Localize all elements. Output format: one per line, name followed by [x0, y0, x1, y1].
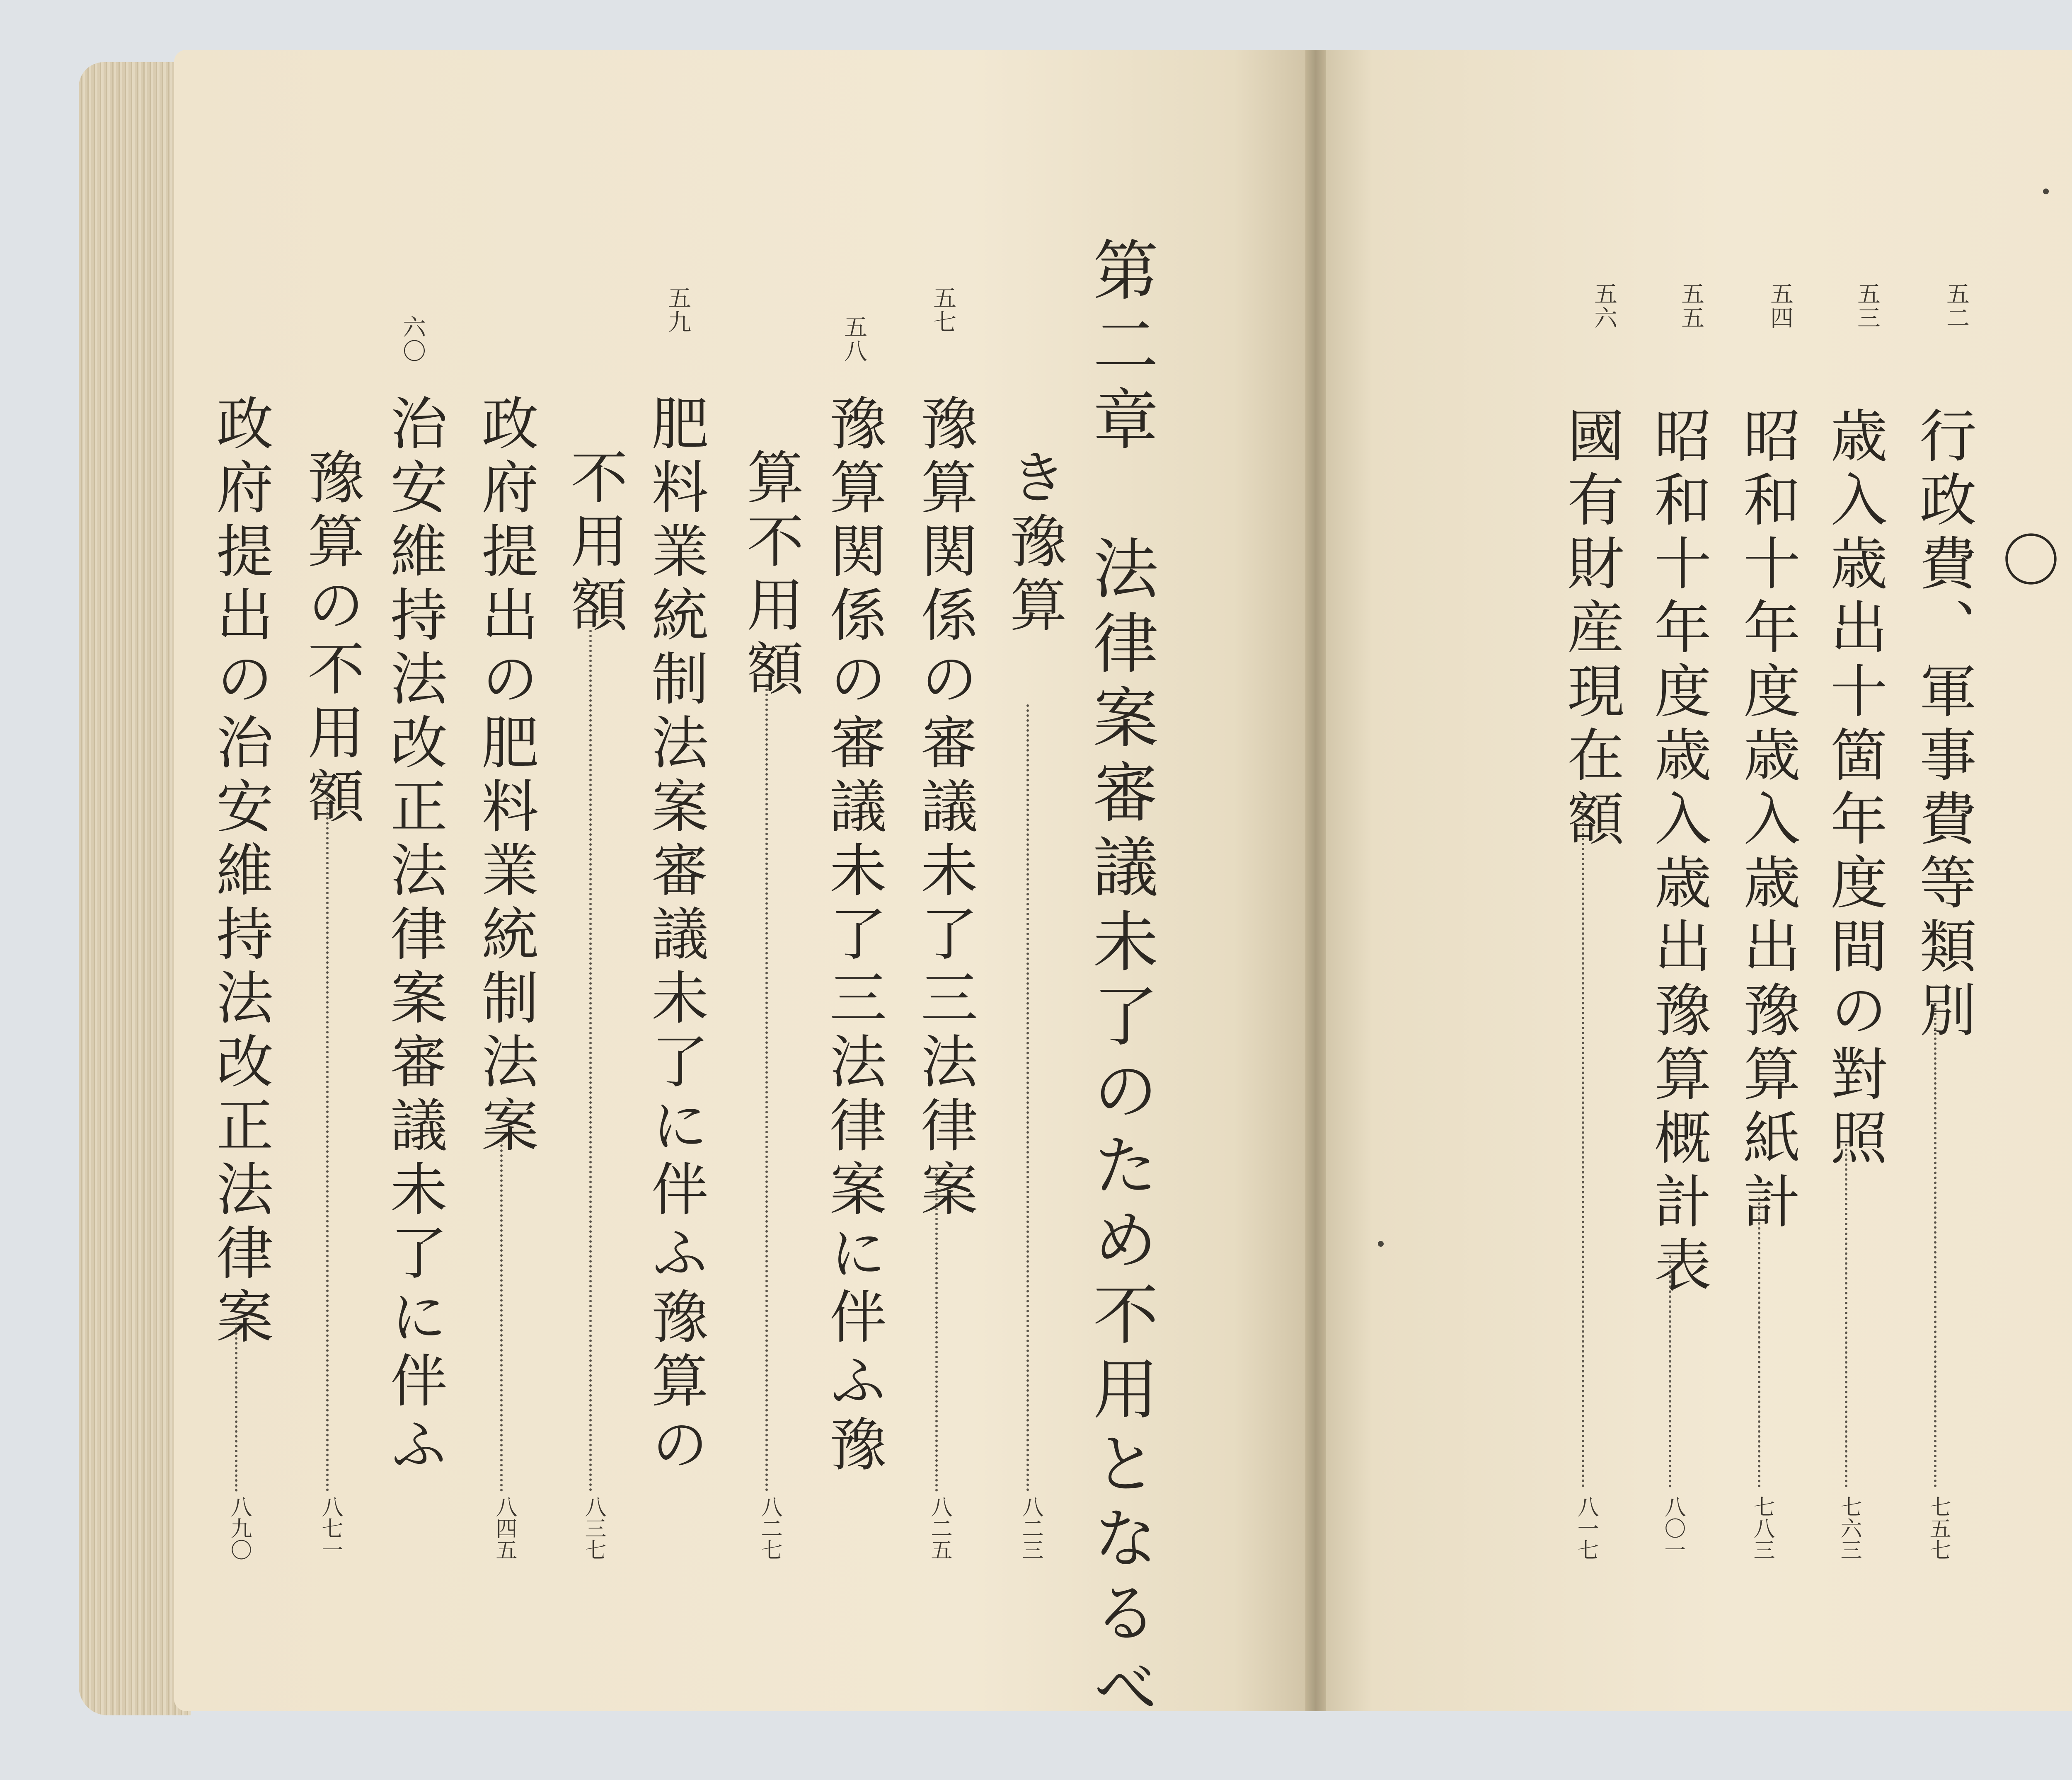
chapter-heading: 第二章 法律案審議未了のため不用となるべ — [1082, 236, 1158, 1728]
ink-speck — [1378, 1241, 1384, 1247]
leader-dots — [935, 1168, 938, 1492]
leader-dots — [1758, 1197, 1760, 1487]
leader-dots — [589, 630, 592, 1492]
toc-entry-number: 五六 — [1590, 282, 1617, 330]
toc-entry-title: 治安維持法改正法律案審議未了に伴ふ — [381, 394, 448, 1478]
toc-page-number: 八二三 — [1018, 1496, 1043, 1560]
leader-dots — [1845, 1144, 1847, 1487]
toc-entry-title: 豫算関係の審議未了三法律案 — [911, 394, 978, 1223]
separator-circle: 〇 — [1993, 530, 2060, 594]
toc-entry-title: 行政費、軍事費等類別 — [1910, 406, 1977, 1044]
leader-dots — [326, 787, 329, 1492]
toc-page-number: 八一七 — [1573, 1496, 1598, 1560]
leader-dots — [235, 1318, 237, 1492]
toc-page-number: 八九〇 — [227, 1496, 252, 1560]
toc-entry-number: 五八 — [840, 315, 867, 363]
toc-entry-title-cont: 豫算の不用額 — [298, 447, 365, 830]
toc-page-number: 八三七 — [581, 1496, 606, 1560]
toc-entry-title: 昭和十年度歳入歳出豫算紙計 — [1734, 406, 1801, 1236]
toc-page-number: 八二七 — [757, 1496, 782, 1560]
toc-entry-number: 五九 — [664, 286, 691, 334]
toc-entry-number: 五五 — [1677, 282, 1704, 330]
toc-entry-number: 五二 — [1943, 282, 1970, 330]
toc-entry-title: 豫算関係の審議未了三法律案に伴ふ豫 — [820, 394, 887, 1478]
book-gutter — [1305, 50, 1326, 1711]
toc-entry-title: 政府提出の治安維持法改正法律案 — [207, 394, 274, 1351]
toc-entry-number: 五七 — [929, 286, 956, 334]
leader-dots — [1026, 704, 1029, 1492]
toc-entry-number: 六〇 — [399, 315, 426, 363]
toc-entry-title-cont: 不用額 — [561, 447, 628, 639]
toc-entry-title: 政府提出の肥料業統制法案 — [472, 394, 539, 1159]
toc-entry-title: 歳入歳出十箇年度間の對照 — [1821, 406, 1888, 1172]
toc-entry-title-cont: 算不用額 — [737, 447, 804, 703]
chapter-heading-cont: き豫算 — [1000, 447, 1067, 639]
toc-page-number: 七八三 — [1750, 1496, 1774, 1560]
leader-dots — [1934, 1003, 1936, 1487]
leader-dots — [500, 1139, 503, 1492]
leader-dots — [1669, 1255, 1671, 1487]
toc-page-number: 八〇一 — [1661, 1496, 1685, 1560]
toc-entry-number: 五四 — [1767, 282, 1794, 330]
toc-page-number: 七五七 — [1926, 1496, 1951, 1560]
toc-entry-title: 昭和十年度歳入歳出豫算概計表 — [1645, 406, 1711, 1299]
leader-dots — [765, 684, 768, 1492]
toc-entry-title: 國有財産現在額 — [1558, 406, 1624, 853]
toc-page-number: 八七一 — [318, 1496, 343, 1560]
toc-page-number: 七六三 — [1837, 1496, 1861, 1560]
toc-entry-number: 五三 — [1854, 282, 1881, 330]
toc-entry-title: 肥料業統制法案審議未了に伴ふ豫算の — [642, 394, 709, 1478]
toc-page-number: 八二五 — [927, 1496, 952, 1560]
ink-speck — [2043, 189, 2049, 194]
leader-dots — [1582, 808, 1584, 1487]
toc-page-number: 八四五 — [492, 1496, 517, 1560]
